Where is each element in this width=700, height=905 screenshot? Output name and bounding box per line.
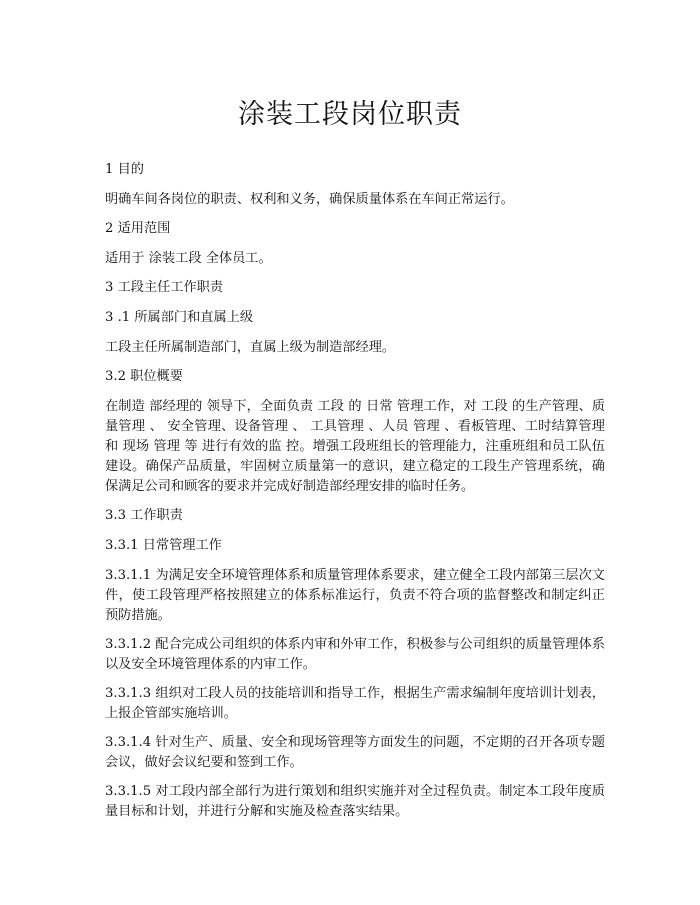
paragraph-item-3-3-1-1: 3.3.1.1 为满足安全环境管理体系和质量管理体系要求，建立健全工段内部第三层次文件，使工段管理严格按照建立的体系标准运行，负责不符合项的监督整改和制定纠正预防措施。 xyxy=(105,568,605,623)
subsection-heading-department: 3 .1 所属部门和直属上级 xyxy=(105,310,254,325)
paragraph-purpose: 明确车间各岗位的职责、权利和义务，确保质量体系在车间正常运行。 xyxy=(105,192,514,207)
paragraph-department: 工段主任所属制造部门，直属上级为制造部经理。 xyxy=(105,340,396,355)
section-heading-purpose: 1 目的 xyxy=(105,162,144,177)
subsection-heading-daily-management: 3.3.1 日常管理工作 xyxy=(105,538,222,553)
paragraph-item-3-3-1-4: 3.3.1.4 针对生产、质量、安全和现场管理等方面发生的问题，不定期的召开各项专题会议，做好会议纪要和签到工作。 xyxy=(105,735,605,770)
paragraph-overview: 在制造 部经理的 领导下，全面负责 工段 的 日常 管理工作，对 工段 的生产管理、质量管理 、 安全管理、设备管理 、 工具管理 、人员 管理 、看板管理、工时结算管理 和 现场 管理 等 进行有效的监 控。增强工段班组长的管理能力，注重班组和员工队伍建设。确保产品质量，牢固树立质量第一的意识，建立稳定的工段生产管理系统，确保满足公司和顾客的要求并完成好制造部经理安排的临时任务。 xyxy=(105,399,605,494)
document-title: 涂装工段岗位职责 xyxy=(238,99,462,130)
subsection-heading-responsibilities: 3.3 工作职责 xyxy=(105,508,183,523)
paragraph-item-3-3-1-2: 3.3.1.2 配合完成公司组织的体系内审和外审工作，积极参与公司组织的质量管理体系以及安全环境管理体系的内审工作。 xyxy=(105,637,605,672)
paragraph-scope: 适用于 涂装工段 全体员工。 xyxy=(105,251,272,266)
paragraph-item-3-3-1-3: 3.3.1.3 组织对工段人员的技能培训和指导工作，根据生产需求编制年度培训计划表，上报企管部实施培训。 xyxy=(105,686,605,721)
section-heading-duties: 3 工段主任工作职责 xyxy=(105,280,224,295)
paragraph-item-3-3-1-5: 3.3.1.5 对工段内部全部行为进行策划和组织实施并对全过程负责。制定本工段年度质量目标和计划，并进行分解和实施及检查落实结果。 xyxy=(105,784,605,819)
section-heading-scope: 2 适用范围 xyxy=(105,221,171,236)
subsection-heading-overview: 3.2 职位概要 xyxy=(105,369,183,384)
document-body xyxy=(105,160,605,831)
